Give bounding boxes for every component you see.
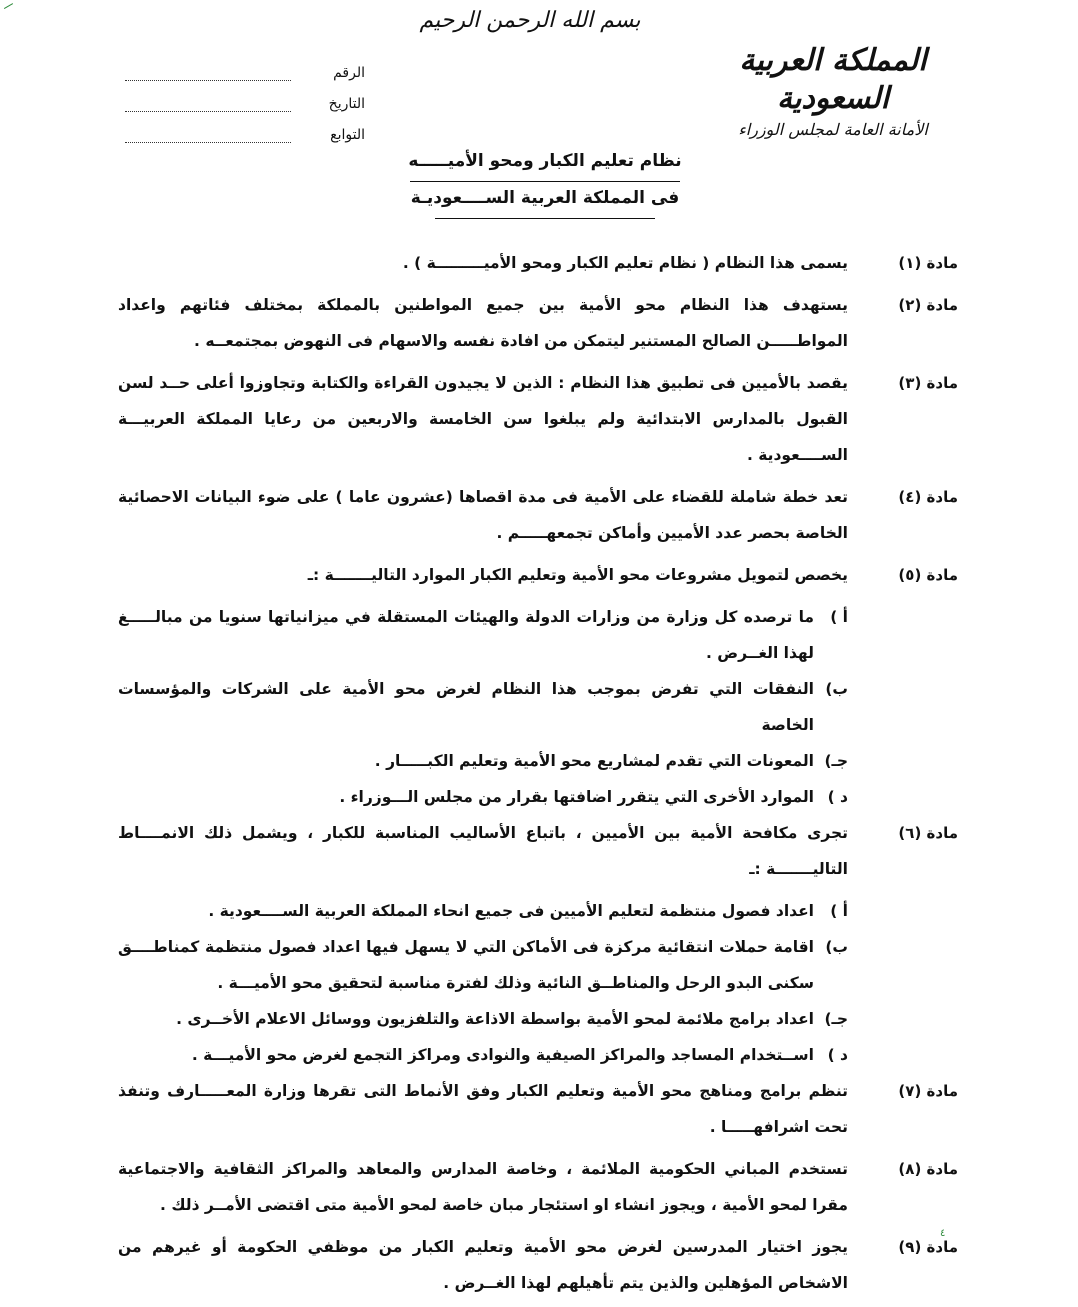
article-number: مادة (٥) [898,566,958,584]
reference-number-label: الرقم [333,65,365,81]
article-number: مادة (٣) [898,374,958,392]
date-row [125,81,365,112]
article-text: يقصد بالأميين فى تطبيق هذا النظام : الذين لا يجيدون القراءة والكتابة وتجاوزوا أعلى حــد لسن القبول بالمدارس الابتدائية ولم يبلغوا سن الخامسة والاربعين من رعايا المملكة العربيـــة الســــعودية . [118,374,848,464]
article-text: تجرى مكافحة الأمية بين الأميين ، باتباع الأساليب المناسبة للكبار ، ويشمل ذلك الانمــــاط التاليـــــــة :ـ [118,824,848,878]
article-text: يخصص لتمويل مشروعات محو الأمية وتعليم الكبار الموارد التاليـــــــة :ـ [307,566,848,584]
item-letter: أ ) [830,608,848,626]
item-text: اســتخدام المساجد والمراكز الصيفية والنوادى ومراكز التجمع لغرض محو الأميـــة . [191,1046,814,1064]
item-text: ما ترصده كل وزارة من وزارات الدولة والهيئات المستقلة في ميزانياتها سنويا من مبالـــــغ لهذا الغــرض . [118,608,814,662]
list-item [118,743,848,779]
reference-number-row [125,50,365,81]
article-number: مادة (٦) [898,824,958,842]
article [118,287,958,359]
page-mark: ٤ [940,1228,946,1239]
title-line-1: نظام تعليم الكبار ومحو الأميـــــه [408,151,682,171]
list-item [118,1037,848,1073]
list-item [118,599,848,671]
article [118,1151,958,1223]
article [118,365,958,473]
article-number: مادة (٩) [898,1238,958,1256]
title-underline-2 [435,218,655,219]
article [118,1073,958,1145]
item-text: اعداد فصول منتظمة لتعليم الأميين فى جميع انحاء المملكة العربية الســــعودية . [208,902,814,920]
article [118,557,958,593]
item-letter: جـ) [824,752,848,770]
attachments-line [125,128,291,143]
article-number: مادة (٤) [898,488,958,506]
article-number: مادة (٧) [898,1082,958,1100]
list-item [118,671,848,743]
article-text: يجوز اختيار المدرسين لغرض محو الأمية وتعليم الكبار من موظفي الحكومة أو غيرهم من الاشخاص المؤهلين والذين يتم تأهيلهم لهذا الغــرض . [118,1238,848,1292]
article-text: تستخدم المباني الحكومية الملائمة ، وخاصة المدارس والمعاهد والمراكز الثقافية والاجتماعية مقرا لمحو الأمية ، ويجوز انشاء او استئجار مبان خاصة لمحو الأمية متى اقتضى الأمــر ذلك . [118,1160,848,1214]
article-text: يسمى هذا النظام ( نظام تعليم الكبار ومحو الأميـــــــــة ) . [402,254,848,272]
secretariat-name: الأمانة العامة لمجلس الوزراء [738,120,928,139]
attachments-row [125,112,365,143]
document-title [390,145,700,219]
attachments-label: التوابع [330,127,365,143]
item-text: الموارد الأخرى التي يتقرر اضافتها بقرار من مجلس الـــوزراء . [339,788,814,806]
item-letter: ب) [825,680,848,698]
item-text: المعونات التي تقدم لمشاريع محو الأمية وتعليم الكبـــــار . [374,752,814,770]
article-text: تعد خطة شاملة للقضاء على الأمية فى مدة اقصاها (عشرون عاما ) على ضوء البيانات الاحصائية الخاصة بحصر عدد الأميين وأماكن تجمعهـــــم . [118,488,848,542]
articles-list [118,245,958,1307]
item-letter: أ ) [830,902,848,920]
article-number: مادة (١) [898,254,958,272]
date-label: التاريخ [328,96,365,112]
letterhead [708,42,958,142]
item-text: اعداد برامج ملائمة لمحو الأمية بواسطة الاذاعة والتلفزيون ووسائل الاعلام الأخــرى . [176,1010,814,1028]
item-letter: جـ) [824,1010,848,1028]
scan-corner-mark [1,0,13,9]
list-item [118,779,848,815]
article [118,479,958,551]
reference-number-line [125,66,291,81]
article [118,245,958,281]
article [118,1229,958,1301]
item-text: اقامة حملات انتقائية مركزة فى الأماكن التي لا يسهل فيها اعداد فصول منتظمة كمناطــــق سكنى البدو الرحل والمناطــق النائية وذلك لفترة مناسبة لتحقيق محو الأميـــة . [118,938,814,992]
article-number: مادة (٢) [898,296,958,314]
article-text: يستهدف هذا النظام محو الأمية بين جميع المواطنين بالمملكة بمختلف فئاتهم واعداد المواطـــــن الصالح المستنير ليتمكن من افادة نفسه والاسهام فى النهوض بمجتمعــه . [118,296,848,350]
kingdom-name: المملكة العربية السعودية [739,43,927,116]
article-number: مادة (٨) [898,1160,958,1178]
date-line [125,97,291,112]
reference-fields [125,50,365,143]
basmala: بسم الله الرحمن الرحيم [419,8,641,33]
article [118,815,958,887]
list-item [118,929,848,1001]
title-line-2: فى المملكة العربية الســــعوديـة [410,188,680,208]
item-letter: د ) [827,1046,848,1064]
article-text: تنظم برامج ومناهج محو الأمية وتعليم الكبار وفق الأنماط التى تقرها وزارة المعـــــارف وتنفذ تحت اشرافهـــــا . [118,1082,848,1136]
list-item [118,893,848,929]
list-item [118,1001,848,1037]
item-letter: د ) [827,788,848,806]
item-letter: ب) [825,938,848,956]
item-text: النفقات التي تفرض بموجب هذا النظام لغرض محو الأمية على الشركات والمؤسسات الخاصة [118,680,814,734]
